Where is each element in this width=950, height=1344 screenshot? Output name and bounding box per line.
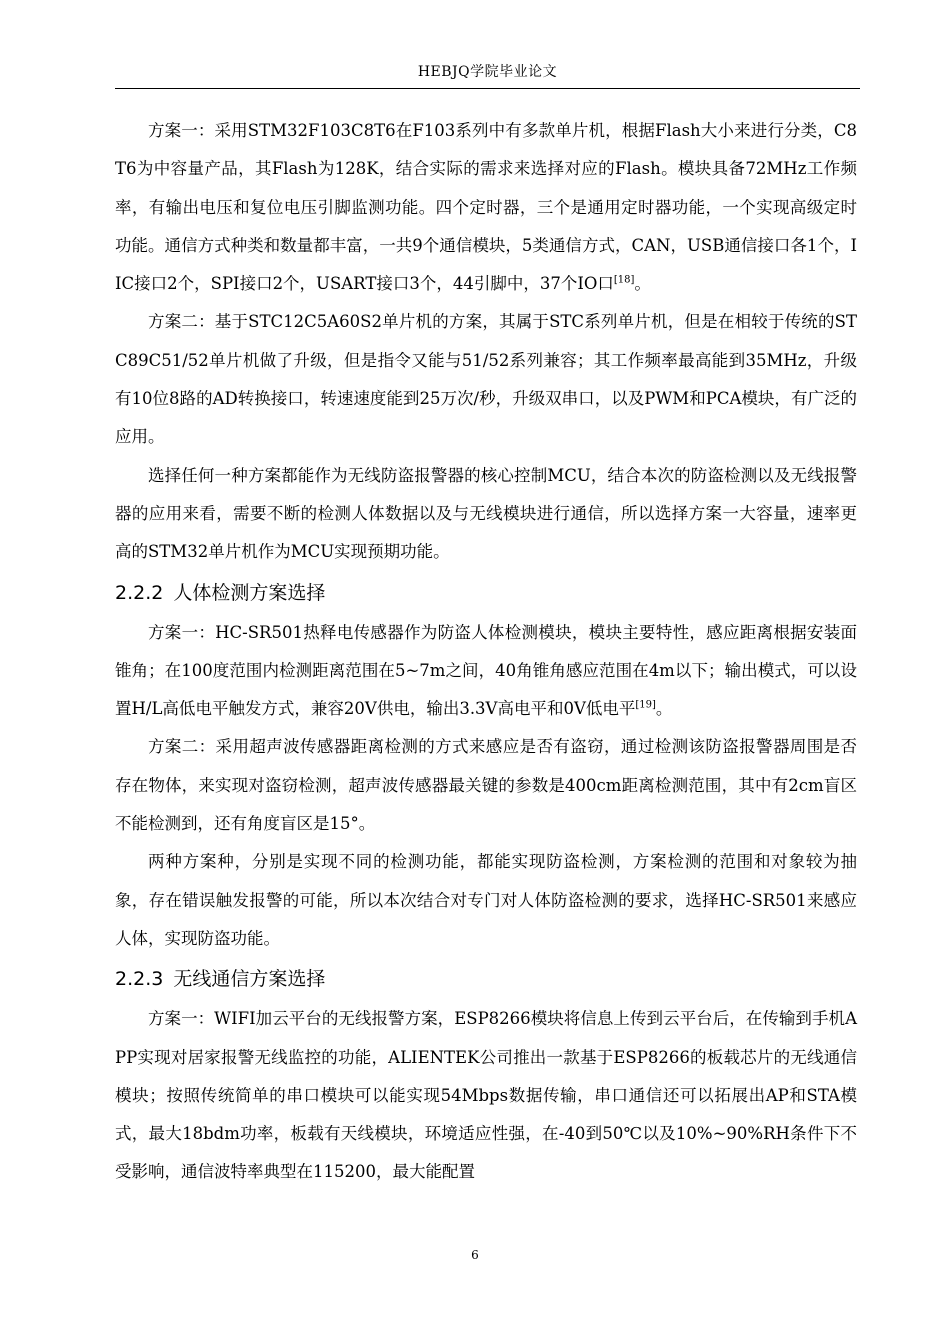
paragraph-scheme-one-wifi: 方案一：WIFI加云平台的无线报警方案，ESP8266模块将信息上传到云平台后，在传输到手机APP实现对居家报警无线监控的功能，ALIENTEK公司推出一款基于ESP8266的板载芯片的无线通信模块；按照传统简单的串口模块可以能实现54Mbps数据传输，串口通信还可以拓展出AP和STA模式，最大18bdm功率，板载有天线模块，环境适应性强，在-40到50℃以及10%~90%RH条件下不受影响，通信波特率典型在115200，最大能配置: [115, 1009, 857, 1182]
paragraph-text: 方案一：采用STM32F103C8T6在F103系列中有多款单片机，根据Flash大小来进行分类，C8T6为中容量产品，其Flash为128K，结合实际的需求来选择对应的Flash。模块具备72MHz工作频率，有输出电压和复位电压引脚监测功能。四个定时器，三个是通用定时器功能，一个实现高级定时功能。通信方式种类和数量都丰富，一共9个通信模块，5类通信方式，CAN，USB通信接口各1个，IIC接口2个，SPI接口2个，USART接口3个，44引脚中，37个IO口: [115, 121, 857, 294]
paragraph-detection-conclusion: 两种方案种，分别是实现不同的检测功能，都能实现防盗检测，方案检测的范围和对象较为抽象，存在错误触发报警的可能，所以本次结合对专门对人体防盗检测的要求，选择HC-SR501来感应人体，实现防盗功能。: [115, 852, 857, 948]
paragraph-scheme-two-stc: 方案二：基于STC12C5A60S2单片机的方案，其属于STC系列单片机，但是在相较于传统的STC89C51/52单片机做了升级，但是指令又能与51/52系列兼容；其工作频率最高能到35MHz，升级有10位8路的AD转换接口，转速速度能到25万次/秒，升级双串口，以及PWM和PCA模块，有广泛的应用。: [115, 312, 857, 447]
paragraph-mcu-conclusion: 选择任何一种方案都能作为无线防盗报警器的核心控制MCU，结合本次的防盗检测以及无线报警器的应用来看，需要不断的检测人体数据以及与无线模块进行通信，所以选择方案一大容量，速率更高的STM32单片机作为MCU实现预期功能。: [115, 465, 857, 562]
header-divider: [115, 88, 860, 89]
section-number: 2.2.3: [115, 968, 164, 991]
paragraph-text: 方案一：HC-SR501热释电传感器作为防盗人体检测模块，模块主要特性，感应距离根据安装面锥角；在100度范围内检测距离范围在5~7m之间，40角锥角感应范围在4m以下；输出模式，可以设置H/L高低电平触发方式，兼容20V供电，输出3.3V高电平和0V低电平: [115, 622, 857, 719]
paragraph-tail: 。: [655, 699, 673, 719]
paragraph-scheme-two-ultrasonic: 方案二：采用超声波传感器距离检测的方式来感应是否有盗窃，通过检测该防盗报警器周围是否存在物体，来实现对盗窃检测，超声波传感器最关键的参数是400cm距离检测范围，其中有2cm盲区不能检测到，还有角度盲区是15°。: [115, 737, 857, 834]
paragraph-scheme-one-stm32: [115, 112, 857, 303]
page-number: 6: [471, 1248, 479, 1262]
page-body: [115, 112, 857, 1192]
section-heading-2-2-3: [115, 958, 857, 1000]
paragraph-scheme-one-pir: [115, 614, 857, 729]
section-title: 人体检测方案选择: [173, 581, 326, 604]
section-heading-2-2-2: [115, 572, 857, 614]
citation-ref: [19]: [635, 699, 656, 711]
paragraph-tail: 。: [634, 274, 651, 294]
section-title: 无线通信方案选择: [173, 968, 326, 991]
section-number: 2.2.2: [115, 581, 164, 604]
citation-ref: [18]: [613, 274, 635, 286]
page-header: HEBJQ学院毕业论文: [417, 64, 558, 80]
